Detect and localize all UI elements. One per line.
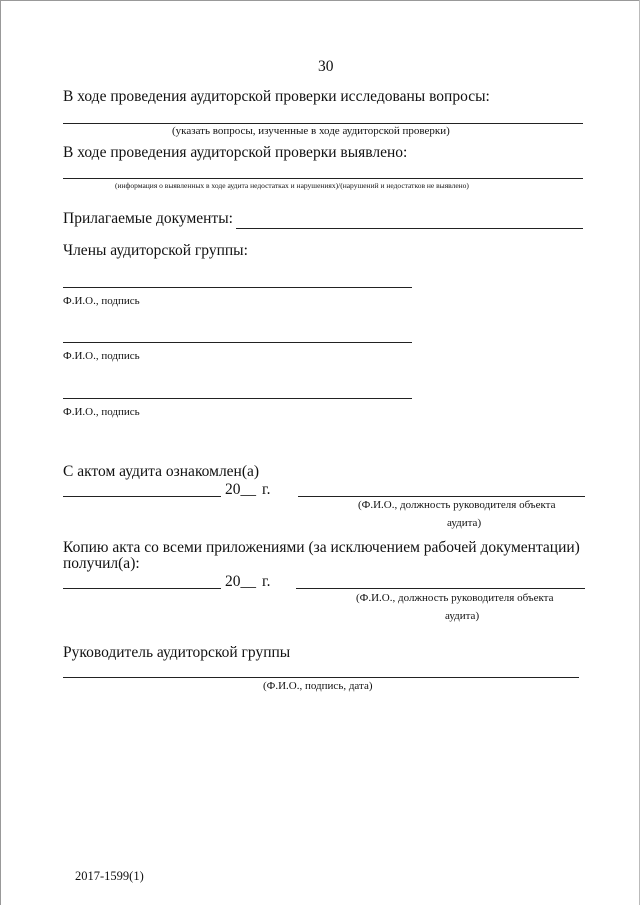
acquainted-year-suffix: г. <box>262 481 271 498</box>
group-leader-caption: (Ф.И.О., подпись, дата) <box>263 680 373 692</box>
findings-caption: (информация о выявленных в ходе аудита недостатках и нарушениях)/(нарушений и недостатков не выявлено) <box>115 181 469 190</box>
questions-heading: В ходе проведения аудиторской проверки исследованы вопросы: <box>63 88 490 105</box>
group-leader-line <box>63 677 579 678</box>
acquainted-date-line <box>63 496 221 497</box>
attached-documents-line <box>236 228 583 229</box>
attached-documents-label: Прилагаемые документы: <box>63 210 233 227</box>
copy-received-name-line <box>296 588 585 589</box>
acquainted-caption-line1: (Ф.И.О., должность руководителя объекта <box>358 499 556 511</box>
footer-code: 2017-1599(1) <box>75 869 144 883</box>
findings-heading: В ходе проведения аудиторской проверки выявлено: <box>63 144 408 161</box>
questions-caption: (указать вопросы, изученные в ходе аудиторской проверки) <box>172 125 450 137</box>
acquainted-caption-line2: аудита) <box>447 517 482 529</box>
group-leader-heading: Руководитель аудиторской группы <box>63 644 291 661</box>
acquainted-name-line <box>298 496 585 497</box>
copy-received-heading-line2: получил(а): <box>63 555 140 572</box>
audit-group-heading: Члены аудиторской группы: <box>63 242 248 259</box>
page-number: 30 <box>318 58 334 75</box>
member-2-signature-caption: Ф.И.О., подпись <box>63 350 140 362</box>
copy-received-date-line <box>63 588 221 589</box>
copy-received-caption-line2: аудита) <box>445 610 480 622</box>
member-2-signature-line <box>63 342 412 343</box>
scan-edge-top <box>0 0 640 1</box>
copy-received-year-prefix: 20__ <box>225 573 256 590</box>
member-3-signature-line <box>63 398 412 399</box>
scan-edge-left <box>0 0 1 905</box>
acquainted-heading: С актом аудита ознакомлен(а) <box>63 463 260 480</box>
copy-received-caption-line1: (Ф.И.О., должность руководителя объекта <box>356 592 554 604</box>
copy-received-heading-line1: Копию акта со всеми приложениями (за исключением рабочей документации) <box>63 539 580 556</box>
questions-line <box>63 123 583 124</box>
member-3-signature-caption: Ф.И.О., подпись <box>63 406 140 418</box>
acquainted-year-prefix: 20__ <box>225 481 256 498</box>
member-1-signature-line <box>63 287 412 288</box>
member-1-signature-caption: Ф.И.О., подпись <box>63 295 140 307</box>
copy-received-year-suffix: г. <box>262 573 271 590</box>
findings-line <box>63 178 583 179</box>
